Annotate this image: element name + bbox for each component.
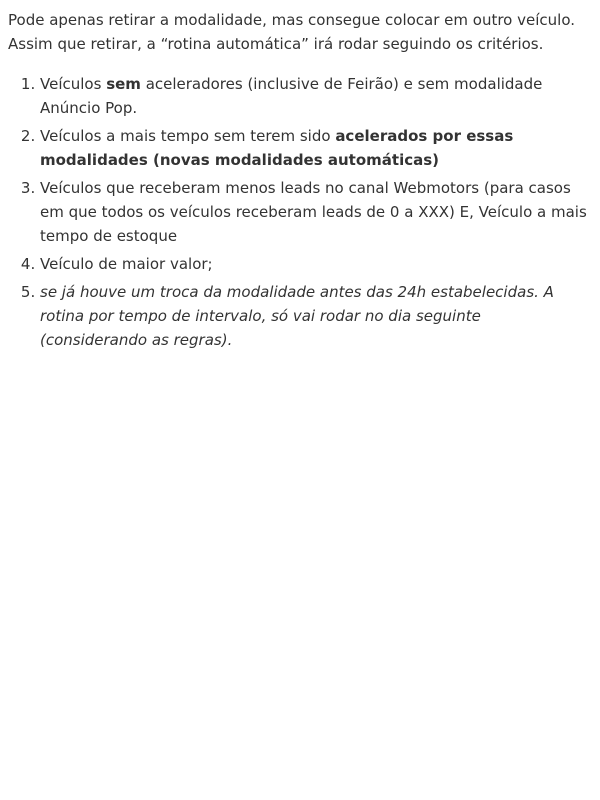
document-body <box>8 8 592 356</box>
item-text: Veículos <box>40 75 107 93</box>
list-item <box>40 252 592 276</box>
item-italic-text: se já houve um troca da modalidade antes das 24h estabelecidas. A rotina por tempo de intervalo, só vai rodar no dia seguinte (considerando as regras). <box>40 283 554 349</box>
criteria-list <box>8 72 592 352</box>
item-text: Veículos a mais tempo sem terem sido <box>40 127 336 145</box>
item-text: Veículo de maior valor; <box>40 255 213 273</box>
intro-paragraph: Pode apenas retirar a modalidade, mas consegue colocar em outro veículo. Assim que retirar, a “rotina automática” irá rodar seguindo os critérios. <box>8 11 575 53</box>
item-bold-text: acelerados por essas modalidades (novas modalidades automáticas) <box>40 127 514 169</box>
item-text: Veículos que receberam menos leads no canal Webmotors (para casos em que todos os veículos receberam leads de 0 a XXX) E, Veículo a mais tempo de estoque <box>40 179 587 245</box>
list-item <box>40 72 592 120</box>
item-bold-text: sem <box>106 75 141 93</box>
list-item <box>40 280 592 352</box>
item-text: aceleradores (inclusive de Feirão) e sem modalidade Anúncio Pop. <box>40 75 543 117</box>
list-item <box>40 124 592 172</box>
list-item <box>40 176 592 248</box>
